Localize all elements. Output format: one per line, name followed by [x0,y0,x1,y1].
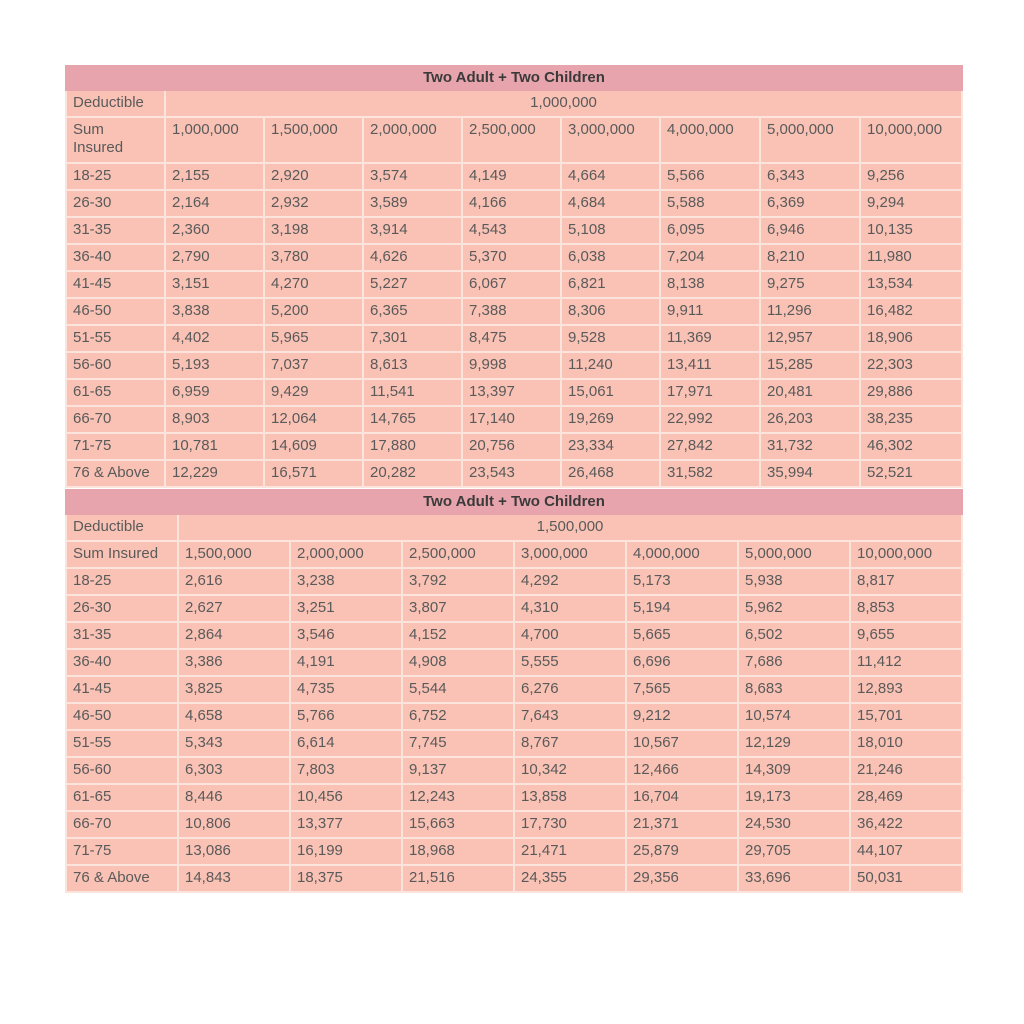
premium-cell: 8,138 [660,271,760,298]
premium-cell: 6,946 [760,217,860,244]
age-band: 51-55 [66,730,178,757]
premium-cell: 3,825 [178,676,290,703]
premium-cell: 10,574 [738,703,850,730]
premium-cell: 27,842 [660,433,760,460]
premium-cell: 21,516 [402,865,514,892]
premium-cell: 29,356 [626,865,738,892]
age-band: 31-35 [66,622,178,649]
premium-cell: 14,609 [264,433,363,460]
premium-cell: 3,780 [264,244,363,271]
table-row [66,649,962,676]
premium-cell: 2,360 [165,217,264,244]
premium-cell: 5,766 [290,703,402,730]
deductible-value: 1,500,000 [178,514,962,541]
premium-cell: 26,468 [561,460,660,487]
premium-cell: 18,968 [402,838,514,865]
premium-cell: 4,402 [165,325,264,352]
premium-cell: 17,880 [363,433,462,460]
premium-cell: 38,235 [860,406,962,433]
premium-table-deductible-1000000 [65,65,963,488]
sum-insured-value: 10,000,000 [850,541,962,568]
premium-cell: 2,920 [264,163,363,190]
sum-insured-value: 3,000,000 [514,541,626,568]
age-band: 46-50 [66,703,178,730]
age-band: 76 & Above [66,460,165,487]
age-band: 51-55 [66,325,165,352]
premium-cell: 6,369 [760,190,860,217]
premium-cell: 12,243 [402,784,514,811]
table-title-row [66,490,962,514]
table-row [66,379,962,406]
premium-cell: 4,626 [363,244,462,271]
premium-cell: 14,309 [738,757,850,784]
table-row [66,271,962,298]
premium-cell: 8,306 [561,298,660,325]
premium-cell: 11,980 [860,244,962,271]
premium-cell: 4,166 [462,190,561,217]
premium-cell: 5,200 [264,298,363,325]
premium-cell: 8,613 [363,352,462,379]
premium-cell: 8,767 [514,730,626,757]
sum-insured-row [66,541,962,568]
sum-insured-label: Sum Insured [66,541,178,568]
sum-insured-value: 2,500,000 [462,117,561,163]
premium-cell: 2,790 [165,244,264,271]
premium-cell: 13,377 [290,811,402,838]
deductible-row [66,514,962,541]
premium-cell: 3,574 [363,163,462,190]
premium-cell: 13,086 [178,838,290,865]
premium-cell: 10,567 [626,730,738,757]
premium-cell: 13,534 [860,271,962,298]
premium-cell: 15,663 [402,811,514,838]
table-row [66,163,962,190]
premium-cell: 5,370 [462,244,561,271]
sum-insured-value: 1,500,000 [264,117,363,163]
premium-cell: 10,781 [165,433,264,460]
premium-cell: 8,683 [738,676,850,703]
sum-insured-value: 1,500,000 [178,541,290,568]
age-band: 36-40 [66,649,178,676]
table-row [66,568,962,595]
premium-cell: 6,038 [561,244,660,271]
premium-cell: 8,853 [850,595,962,622]
premium-cell: 4,292 [514,568,626,595]
sum-insured-value: 1,000,000 [165,117,264,163]
premium-cell: 5,566 [660,163,760,190]
sum-insured-value: 5,000,000 [760,117,860,163]
premium-cell: 3,546 [290,622,402,649]
premium-cell: 35,994 [760,460,860,487]
premium-cell: 6,502 [738,622,850,649]
premium-cell: 11,412 [850,649,962,676]
premium-cell: 5,194 [626,595,738,622]
premium-cell: 5,588 [660,190,760,217]
premium-cell: 21,246 [850,757,962,784]
premium-cell: 8,475 [462,325,561,352]
sum-insured-value: 2,000,000 [290,541,402,568]
premium-cell: 29,886 [860,379,962,406]
premium-cell: 20,481 [760,379,860,406]
premium-cell: 12,129 [738,730,850,757]
premium-cell: 6,095 [660,217,760,244]
table-row [66,676,962,703]
premium-cell: 11,541 [363,379,462,406]
premium-cell: 7,565 [626,676,738,703]
premium-cell: 22,303 [860,352,962,379]
table-row [66,811,962,838]
premium-cell: 4,658 [178,703,290,730]
premium-cell: 22,992 [660,406,760,433]
age-band: 46-50 [66,298,165,325]
premium-cell: 3,386 [178,649,290,676]
premium-cell: 7,388 [462,298,561,325]
premium-cell: 11,240 [561,352,660,379]
premium-cell: 16,199 [290,838,402,865]
age-band: 71-75 [66,838,178,865]
premium-cell: 4,684 [561,190,660,217]
premium-cell: 8,210 [760,244,860,271]
table-row [66,433,962,460]
premium-cell: 9,429 [264,379,363,406]
premium-cell: 4,908 [402,649,514,676]
premium-cell: 9,294 [860,190,962,217]
premium-cell: 9,275 [760,271,860,298]
premium-cell: 5,544 [402,676,514,703]
premium-cell: 11,296 [760,298,860,325]
premium-cell: 5,193 [165,352,264,379]
sum-insured-value: 2,500,000 [402,541,514,568]
sum-insured-row [66,117,962,163]
premium-cell: 15,061 [561,379,660,406]
premium-cell: 33,696 [738,865,850,892]
age-band: 76 & Above [66,865,178,892]
premium-cell: 46,302 [860,433,962,460]
premium-cell: 5,665 [626,622,738,649]
premium-cell: 16,571 [264,460,363,487]
premium-cell: 2,932 [264,190,363,217]
premium-cell: 24,530 [738,811,850,838]
premium-cell: 17,971 [660,379,760,406]
premium-cell: 5,343 [178,730,290,757]
premium-cell: 4,735 [290,676,402,703]
sum-insured-value: 5,000,000 [738,541,850,568]
premium-cell: 21,471 [514,838,626,865]
table-title: Two Adult + Two Children [66,66,962,90]
premium-cell: 3,914 [363,217,462,244]
premium-cell: 4,149 [462,163,561,190]
premium-cell: 13,858 [514,784,626,811]
premium-cell: 9,212 [626,703,738,730]
premium-cell: 4,270 [264,271,363,298]
premium-cell: 3,151 [165,271,264,298]
premium-cell: 31,732 [760,433,860,460]
premium-cell: 9,655 [850,622,962,649]
premium-cell: 50,031 [850,865,962,892]
premium-cell: 14,843 [178,865,290,892]
premium-cell: 10,456 [290,784,402,811]
premium-cell: 28,469 [850,784,962,811]
sum-insured-value: 4,000,000 [626,541,738,568]
premium-cell: 18,375 [290,865,402,892]
premium-cell: 26,203 [760,406,860,433]
premium-cell: 6,343 [760,163,860,190]
premium-cell: 29,705 [738,838,850,865]
age-band: 41-45 [66,271,165,298]
premium-cell: 6,365 [363,298,462,325]
deductible-label: Deductible [66,514,178,541]
age-band: 56-60 [66,352,165,379]
premium-cell: 20,282 [363,460,462,487]
age-band: 18-25 [66,163,165,190]
premium-cell: 19,269 [561,406,660,433]
premium-cell: 9,528 [561,325,660,352]
premium-cell: 12,893 [850,676,962,703]
premium-cell: 4,310 [514,595,626,622]
premium-cell: 12,229 [165,460,264,487]
premium-cell: 18,010 [850,730,962,757]
premium-cell: 4,543 [462,217,561,244]
table-row [66,838,962,865]
premium-cell: 44,107 [850,838,962,865]
deductible-value: 1,000,000 [165,90,962,117]
premium-cell: 6,959 [165,379,264,406]
table-row [66,622,962,649]
premium-cell: 4,152 [402,622,514,649]
table-row [66,757,962,784]
premium-cell: 3,589 [363,190,462,217]
premium-cell: 7,803 [290,757,402,784]
premium-cell: 2,864 [178,622,290,649]
premium-cell: 19,173 [738,784,850,811]
premium-cell: 4,700 [514,622,626,649]
premium-cell: 9,998 [462,352,561,379]
table-row [66,298,962,325]
premium-cell: 6,821 [561,271,660,298]
premium-cell: 5,938 [738,568,850,595]
age-band: 66-70 [66,811,178,838]
premium-cell: 16,704 [626,784,738,811]
sum-insured-value: 3,000,000 [561,117,660,163]
age-band: 26-30 [66,595,178,622]
age-band: 56-60 [66,757,178,784]
table-row [66,595,962,622]
deductible-label: Deductible [66,90,165,117]
premium-cell: 12,957 [760,325,860,352]
premium-cell: 12,466 [626,757,738,784]
premium-cell: 52,521 [860,460,962,487]
table-title-row [66,66,962,90]
table-row [66,190,962,217]
age-band: 18-25 [66,568,178,595]
table-title: Two Adult + Two Children [66,490,962,514]
premium-cell: 10,342 [514,757,626,784]
premium-cell: 8,817 [850,568,962,595]
premium-cell: 6,696 [626,649,738,676]
sum-insured-value: 2,000,000 [363,117,462,163]
premium-cell: 5,965 [264,325,363,352]
premium-cell: 31,582 [660,460,760,487]
age-band: 61-65 [66,784,178,811]
premium-cell: 14,765 [363,406,462,433]
premium-cell: 8,446 [178,784,290,811]
premium-cell: 2,164 [165,190,264,217]
premium-cell: 17,730 [514,811,626,838]
premium-cell: 7,037 [264,352,363,379]
premium-cell: 3,792 [402,568,514,595]
table-row [66,325,962,352]
premium-cell: 15,285 [760,352,860,379]
premium-cell: 23,543 [462,460,561,487]
premium-cell: 12,064 [264,406,363,433]
premium-cell: 23,334 [561,433,660,460]
premium-cell: 25,879 [626,838,738,865]
table-row [66,703,962,730]
premium-cell: 13,411 [660,352,760,379]
premium-cell: 3,198 [264,217,363,244]
premium-cell: 9,137 [402,757,514,784]
table-row [66,244,962,271]
premium-cell: 3,251 [290,595,402,622]
premium-cell: 5,555 [514,649,626,676]
premium-cell: 10,135 [860,217,962,244]
table-row [66,217,962,244]
premium-cell: 16,482 [860,298,962,325]
premium-cell: 15,701 [850,703,962,730]
premium-cell: 7,204 [660,244,760,271]
age-band: 66-70 [66,406,165,433]
premium-table-deductible-1500000 [65,489,963,893]
age-band: 71-75 [66,433,165,460]
premium-cell: 7,301 [363,325,462,352]
table-row [66,352,962,379]
age-band: 41-45 [66,676,178,703]
age-band: 61-65 [66,379,165,406]
premium-cell: 2,627 [178,595,290,622]
premium-cell: 3,838 [165,298,264,325]
premium-cell: 6,614 [290,730,402,757]
premium-cell: 21,371 [626,811,738,838]
sum-insured-value: 10,000,000 [860,117,962,163]
premium-cell: 7,745 [402,730,514,757]
premium-cell: 2,616 [178,568,290,595]
premium-cell: 4,191 [290,649,402,676]
premium-cell: 36,422 [850,811,962,838]
table-row [66,730,962,757]
age-band: 31-35 [66,217,165,244]
premium-cell: 6,067 [462,271,561,298]
table-row [66,865,962,892]
premium-cell: 13,397 [462,379,561,406]
premium-cell: 7,686 [738,649,850,676]
premium-cell: 20,756 [462,433,561,460]
premium-cell: 10,806 [178,811,290,838]
premium-cell: 5,108 [561,217,660,244]
premium-cell: 5,227 [363,271,462,298]
premium-cell: 3,238 [290,568,402,595]
premium-cell: 9,911 [660,298,760,325]
premium-cell: 2,155 [165,163,264,190]
deductible-row [66,90,962,117]
premium-cell: 6,276 [514,676,626,703]
premium-cell: 7,643 [514,703,626,730]
age-band: 26-30 [66,190,165,217]
premium-cell: 6,752 [402,703,514,730]
table-row [66,406,962,433]
sum-insured-value: 4,000,000 [660,117,760,163]
premium-cell: 5,173 [626,568,738,595]
age-band: 36-40 [66,244,165,271]
sum-insured-label: Sum Insured [66,117,165,163]
premium-cell: 6,303 [178,757,290,784]
table-row [66,784,962,811]
premium-cell: 11,369 [660,325,760,352]
premium-cell: 4,664 [561,163,660,190]
premium-cell: 5,962 [738,595,850,622]
premium-cell: 18,906 [860,325,962,352]
premium-cell: 17,140 [462,406,561,433]
premium-cell: 24,355 [514,865,626,892]
premium-cell: 3,807 [402,595,514,622]
table-row [66,460,962,487]
premium-cell: 9,256 [860,163,962,190]
premium-cell: 8,903 [165,406,264,433]
